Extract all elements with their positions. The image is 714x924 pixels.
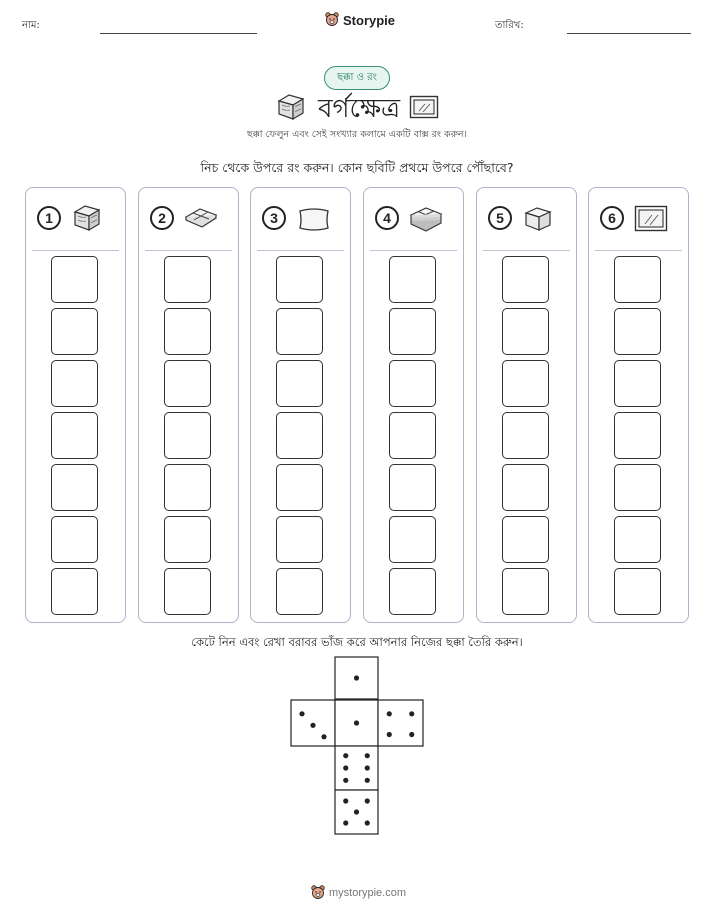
dice-pip	[387, 732, 392, 737]
dice-pip	[365, 765, 370, 770]
color-box[interactable]	[51, 360, 98, 407]
stacked-cushions-icon	[409, 203, 445, 235]
subtitle: ছক্কা ফেলুন এবং সেই সংখ্যার কলামে একটি বাক্স রং করুন।	[247, 129, 467, 140]
dice-pip	[387, 711, 392, 716]
instruction: নিচ থেকে উপরে রং করুন। কোন ছবিটি প্রথমে উপরে পৌঁছাবে?	[200, 160, 514, 175]
dice-face-5	[335, 790, 378, 834]
bear-logo-icon	[325, 12, 339, 28]
color-box[interactable]	[164, 360, 211, 407]
color-box[interactable]	[164, 464, 211, 511]
name-label: নাম:	[22, 20, 40, 31]
name-line[interactable]	[100, 33, 257, 34]
dice-pip	[409, 711, 414, 716]
dice-pip	[343, 820, 348, 825]
dice-pip	[365, 778, 370, 783]
dice-pip	[365, 820, 370, 825]
sugar-cube-icon	[522, 203, 558, 235]
column-divider	[257, 250, 344, 251]
color-box[interactable]	[389, 464, 436, 511]
column-divider	[595, 250, 682, 251]
footer-url: mystorypie.com	[329, 887, 407, 899]
color-box[interactable]	[51, 256, 98, 303]
color-box[interactable]	[276, 256, 323, 303]
window-icon	[409, 95, 439, 119]
brand-logo	[325, 12, 395, 28]
dice-pip	[343, 765, 348, 770]
dice-face-1	[335, 657, 378, 699]
color-box[interactable]	[389, 360, 436, 407]
dice-pip	[365, 798, 370, 803]
footer	[311, 885, 406, 901]
column-divider	[145, 250, 232, 251]
color-box[interactable]	[276, 412, 323, 459]
wooden-cube-icon	[275, 92, 307, 122]
column-6	[588, 187, 689, 623]
color-box[interactable]	[502, 412, 549, 459]
color-box[interactable]	[276, 464, 323, 511]
color-box[interactable]	[614, 568, 661, 615]
color-box[interactable]	[51, 308, 98, 355]
color-box[interactable]	[614, 516, 661, 563]
dice-pip	[354, 675, 359, 680]
date-line[interactable]	[567, 33, 691, 34]
column-number-badge: 5	[488, 206, 512, 230]
dice-pip	[354, 809, 359, 814]
color-box[interactable]	[502, 256, 549, 303]
column-divider	[370, 250, 457, 251]
column-number-badge: 1	[37, 206, 61, 230]
color-box[interactable]	[389, 256, 436, 303]
color-box[interactable]	[164, 256, 211, 303]
dice-pip	[365, 753, 370, 758]
color-box[interactable]	[164, 412, 211, 459]
column-divider	[32, 250, 119, 251]
brand-name: Storypie	[343, 12, 396, 28]
dice-pip	[343, 778, 348, 783]
dice-face-1	[335, 700, 378, 746]
color-box[interactable]	[502, 360, 549, 407]
cut-instruction: কেটে নিন এবং রেখা বরাবর ভাঁজ করে আপনার নিজের ছক্কা তৈরি করুন।	[191, 635, 523, 649]
dice-face-4	[378, 700, 423, 746]
bear-logo-icon	[311, 885, 325, 901]
wooden-cube-icon	[71, 203, 107, 235]
dice-pip	[343, 753, 348, 758]
dice-pip	[409, 732, 414, 737]
color-box[interactable]	[389, 568, 436, 615]
color-box[interactable]	[51, 464, 98, 511]
column-1	[25, 187, 126, 623]
color-box[interactable]	[276, 568, 323, 615]
column-5	[476, 187, 577, 623]
color-box[interactable]	[51, 516, 98, 563]
dice-pip	[321, 734, 326, 739]
color-box[interactable]	[276, 308, 323, 355]
color-box[interactable]	[164, 568, 211, 615]
dice-pip	[343, 798, 348, 803]
pillow-icon	[296, 203, 332, 235]
activity-badge: ছক্কা ও রং	[324, 66, 390, 90]
column-3	[250, 187, 351, 623]
color-box[interactable]	[502, 516, 549, 563]
column-4	[363, 187, 464, 623]
color-box[interactable]	[614, 464, 661, 511]
color-box[interactable]	[276, 516, 323, 563]
column-number-badge: 2	[150, 206, 174, 230]
page-title: বর্গক্ষেত্র	[318, 94, 401, 124]
color-box[interactable]	[614, 412, 661, 459]
dice-pip	[299, 711, 304, 716]
color-box[interactable]	[164, 516, 211, 563]
color-box[interactable]	[51, 412, 98, 459]
column-number-badge: 4	[375, 206, 399, 230]
color-box[interactable]	[276, 360, 323, 407]
color-box[interactable]	[614, 256, 661, 303]
column-number-badge: 6	[600, 206, 624, 230]
dice-pip	[310, 723, 315, 728]
color-box[interactable]	[502, 308, 549, 355]
color-box[interactable]	[502, 568, 549, 615]
column-divider	[483, 250, 570, 251]
date-label: তারিখ:	[495, 20, 524, 31]
column-2	[138, 187, 239, 623]
color-box[interactable]	[51, 568, 98, 615]
dice-face-3	[291, 700, 335, 746]
color-box[interactable]	[164, 308, 211, 355]
cushion-icon	[184, 203, 220, 235]
color-box[interactable]	[389, 412, 436, 459]
column-number-badge: 3	[262, 206, 286, 230]
window-icon	[634, 203, 670, 235]
color-box[interactable]	[389, 516, 436, 563]
color-box[interactable]	[614, 308, 661, 355]
color-box[interactable]	[614, 360, 661, 407]
color-box[interactable]	[389, 308, 436, 355]
dice-face-6	[335, 746, 378, 790]
color-box[interactable]	[502, 464, 549, 511]
dice-pip	[354, 720, 359, 725]
